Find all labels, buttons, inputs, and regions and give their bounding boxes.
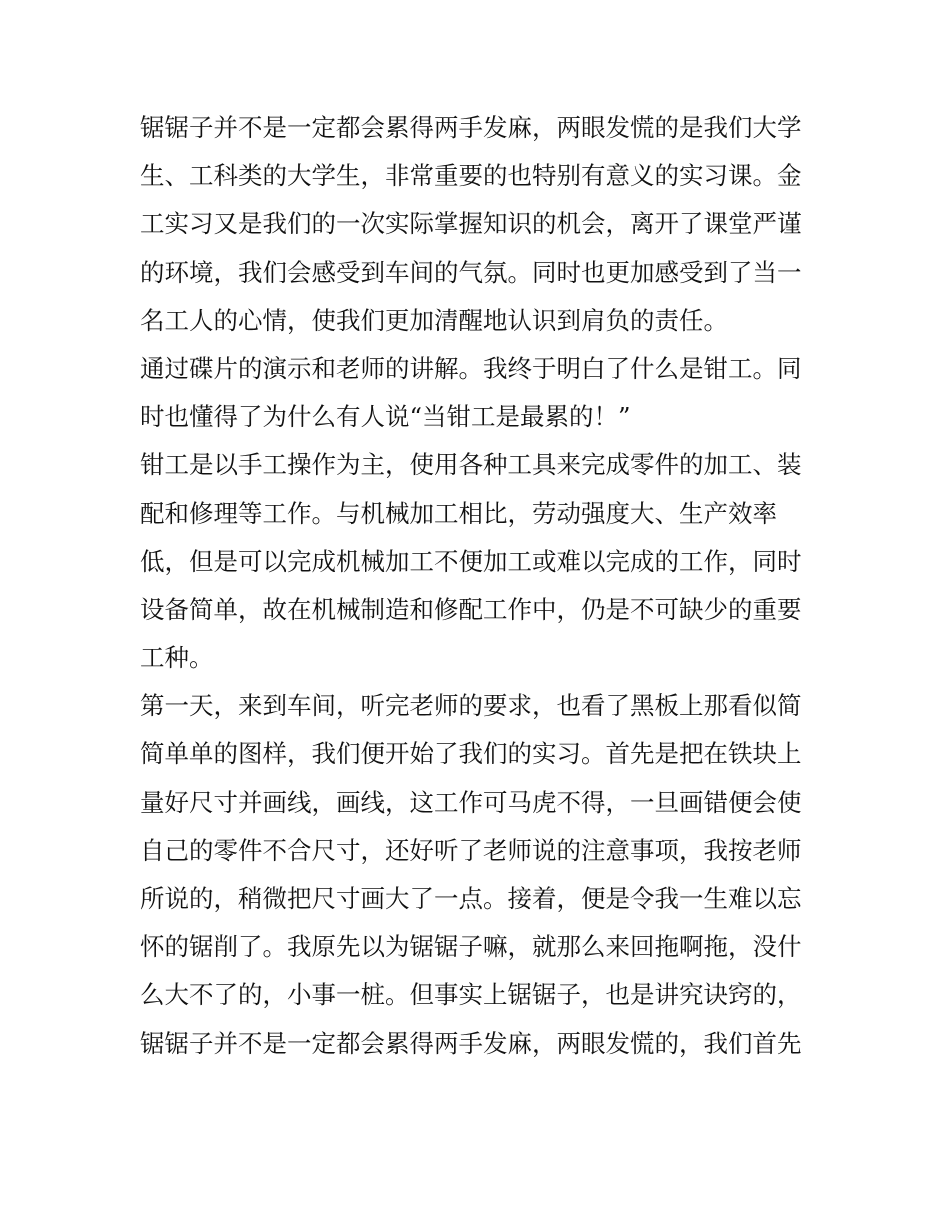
- text-line: 量好尺寸并画线，画线，这工作可马虎不得，一旦画错便会使: [140, 787, 802, 817]
- text-line: 所说的，稍微把尺寸画大了一点。接着，便是令我一生难以忘: [140, 884, 802, 913]
- text-line: 设备简单，故在机械制造和修配工作中，仍是不可缺少的重要: [140, 594, 802, 624]
- text-line: 生、工科类的大学生，非常重要的也特别有意义的实习课。金: [140, 161, 802, 191]
- text-line: 低，但是可以完成机械加工不便加工或难以完成的工作，同时: [140, 546, 802, 576]
- text-line: 通过碟片的演示和老师的讲解。我终于明白了什么是钳工。同: [140, 353, 802, 383]
- text-line: 钳工是以手工操作为主，使用各种工具来完成零件的加工、装: [140, 450, 802, 480]
- text-line: 锯锯子并不是一定都会累得两手发麻，两眼发慌的，我们首先: [140, 1028, 802, 1058]
- text-line: 怀的锯削了。我原先以为锯锯子嘛，就那么来回拖啊拖，没什: [140, 932, 802, 962]
- text-line: 配和修理等工作。与机械加工相比，劳动强度大、生产效率: [140, 498, 777, 528]
- text-line: 时也懂得了为什么有人说“当钳工是最累的！”: [140, 402, 631, 432]
- text-line: 的环境，我们会感受到车间的气氛。同时也更加感受到了当一: [140, 257, 802, 287]
- body-text: [140, 104, 820, 1068]
- text-line: 第一天，来到车间，听完老师的要求，也看了黑板上那看似简: [140, 691, 802, 721]
- text-line: 名工人的心情，使我们更加清醒地认识到肩负的责任。: [140, 305, 728, 335]
- text-line: 自己的零件不合尺寸，还好听了老师说的注意事项，我按老师: [140, 835, 802, 865]
- text-line: 工种。: [140, 643, 214, 673]
- text-line: 么大不了的，小事一桩。但事实上锯锯子，也是讲究诀窍的，: [140, 980, 802, 1010]
- text-line: 工实习又是我们的一次实际掌握知识的机会，离开了课堂严谨: [140, 209, 802, 239]
- text-line: 简单单的图样，我们便开始了我们的实习。首先是把在铁块上: [140, 739, 802, 769]
- text-line: 锯锯子并不是一定都会累得两手发麻，两眼发慌的是我们大学: [140, 113, 802, 142]
